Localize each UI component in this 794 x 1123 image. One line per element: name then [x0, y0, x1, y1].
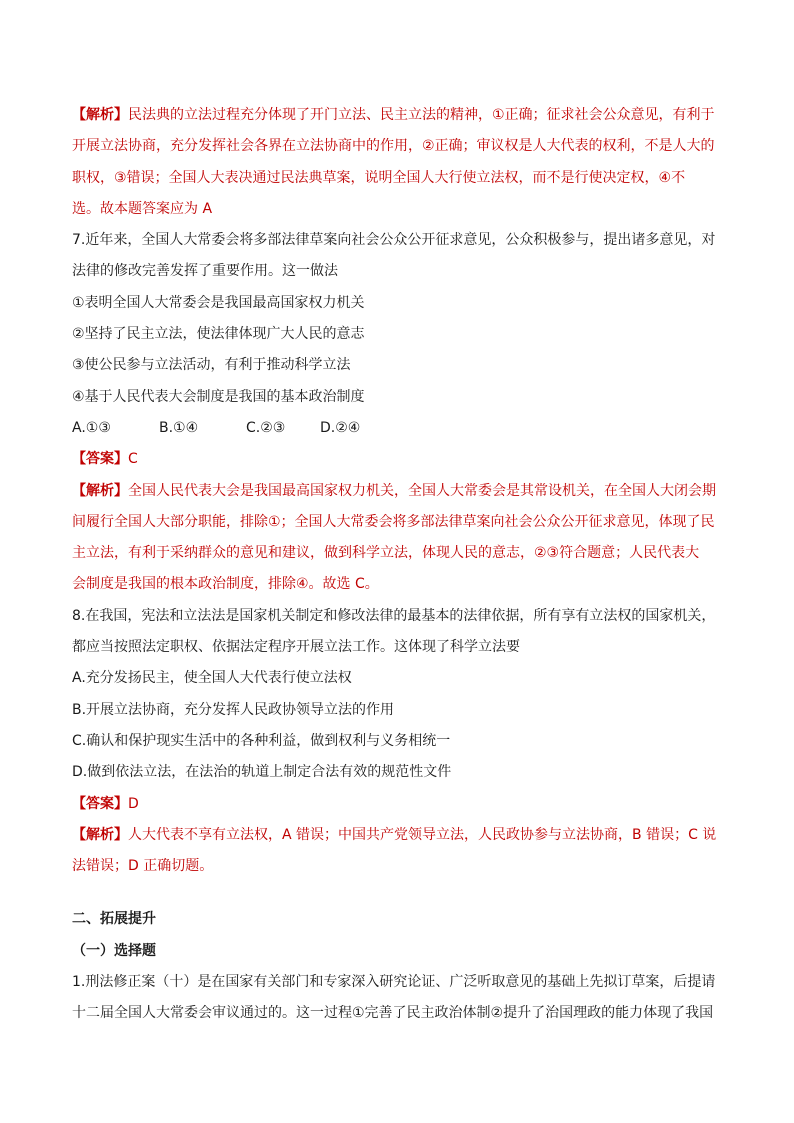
analysis-line — [72, 100, 722, 131]
spacer — [72, 882, 722, 904]
options-row — [72, 413, 722, 444]
question-stem: 都应当按照法定职权、依据法定程序开展立法工作。这体现了科学立法要 — [72, 639, 520, 656]
option-c: C.②③ — [246, 419, 286, 436]
answer-value: D — [128, 795, 139, 812]
statement-3: ③使公民参与立法活动，有利于推动科学立法 — [72, 357, 351, 374]
option-d: D.做到依法立法，在法治的轨道上制定合法有效的规范性文件 — [72, 764, 452, 781]
analysis-text: 全国人民代表大会是我国最高国家权力机关，全国人大常委会是其常设机关，在全国人大闭会期 — [128, 482, 716, 499]
analysis-line: 会制度是我国的根本政治制度，排除④。故选 C。 — [72, 576, 379, 593]
analysis-line — [72, 476, 722, 507]
section-subtitle: （一）选择题 — [72, 942, 156, 959]
answer-tag: 【答案】 — [72, 795, 128, 812]
answer-line — [72, 789, 722, 820]
answer-line — [72, 444, 722, 475]
analysis-tag: 【解析】 — [72, 826, 128, 843]
statement-4: ④基于人民代表大会制度是我国的基本政治制度 — [72, 388, 365, 405]
question-stem: 法律的修改完善发挥了重要作用。这一做法 — [72, 263, 338, 280]
option-d: D.②④ — [320, 419, 361, 436]
question-stem: 7.近年来，全国人大常委会将多部法律草案向社会公众公开征求意见，公众积极参与，提出诸多意见，对 — [72, 232, 716, 249]
option-a: A.①③ — [72, 419, 111, 436]
option-a: A.充分发扬民主，使全国人大代表行使立法权 — [72, 670, 352, 687]
analysis-text: 民法典的立法过程充分体现了开门立法、民主立法的精神，①正确；征求社会公众意见，有利于 — [128, 107, 715, 123]
analysis-tag: 【解析】 — [72, 482, 128, 499]
answer-value: C — [128, 451, 138, 468]
document-page — [72, 100, 722, 1030]
statement-2: ②坚持了民主立法，使法律体现广大人民的意志 — [72, 326, 365, 343]
section-title: 二、拓展提升 — [72, 911, 156, 928]
analysis-line: 间履行全国人大部分职能，排除①；全国人大常委会将多部法律草案向社会公众公开征求意见，体现了民 — [72, 513, 715, 530]
analysis-line: 职权，③错误；全国人大表决通过民法典草案，说明全国人大行使立法权，而不是行使决定权，④不 — [72, 169, 686, 186]
option-c: C.确认和保护现实生活中的各种利益，做到权利与义务相统一 — [72, 732, 451, 749]
analysis-line: 选。故本题答案应为 A — [72, 200, 213, 217]
statement-1: ①表明全国人大常委会是我国最高国家权力机关 — [72, 294, 365, 311]
analysis-line: 法错误；D 正确切题。 — [72, 858, 214, 875]
question-stem: 1.刑法修正案（十）是在国家有关部门和专家深入研究论证、广泛听取意见的基础上先拟订草案，后提请 — [72, 974, 716, 991]
option-b: B.开展立法协商，充分发挥人民政协领导立法的作用 — [72, 701, 395, 718]
analysis-line: 开展立法协商，充分发挥社会各界在立法协商中的作用，②正确；审议权是人大代表的权利，不是人大的 — [72, 138, 715, 155]
analysis-text: 人大代表不享有立法权，A 错误；中国共产党领导立法，人民政协参与立法协商，B 错误；C 说 — [128, 826, 717, 843]
option-b: B.①④ — [159, 419, 199, 436]
analysis-tag: 【解析】 — [72, 107, 128, 123]
answer-tag: 【答案】 — [72, 451, 128, 468]
analysis-line: 主立法，有利于采纳群众的意见和建议，做到科学立法，体现人民的意志，②③符合题意；人民代表大 — [72, 545, 700, 562]
question-stem: 8.在我国，宪法和立法法是国家机关制定和修改法律的最基本的法律依据，所有享有立法权的国家机关， — [72, 607, 716, 624]
question-stem: 十二届全国人大常委会审议通过的。这一过程①完善了民主政治体制②提升了治国理政的能力体现了我国 — [72, 1005, 714, 1022]
analysis-line — [72, 820, 722, 851]
